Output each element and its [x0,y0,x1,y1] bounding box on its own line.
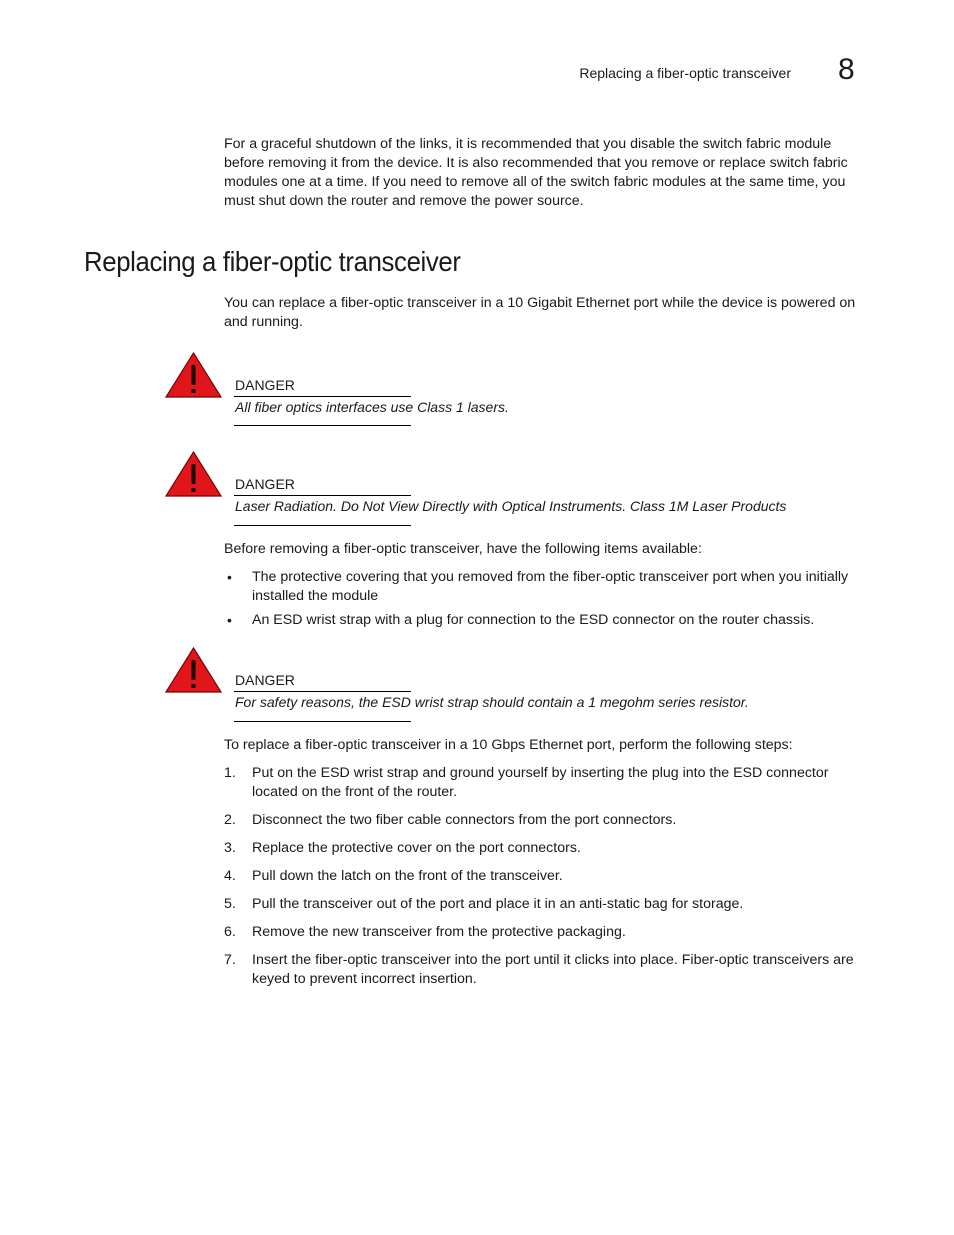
list-item: The protective covering that you removed from the fiber-optic transceiver port when you initially installed the module [252,569,849,604]
running-header: Replacing a fiber-optic transceiver [579,65,791,81]
step-number: 2. [224,812,236,828]
step-number: 4. [224,868,236,884]
danger-top-rule [234,495,411,496]
step-number: 7. [224,952,236,968]
danger-label: DANGER [235,672,295,688]
step-text: Pull down the latch on the front of the transceiver. [252,868,563,884]
step-text: Insert the fiber-optic transceiver into the port until it clicks into place. Fiber-optic transceivers are keyed to prevent incorrect insertion. [252,952,854,987]
steps-intro: To replace a fiber-optic transceiver in a 10 Gbps Ethernet port, perform the following steps: [224,737,793,753]
danger-top-rule [234,691,411,692]
step-number: 1. [224,765,236,781]
danger-warning-icon [165,451,222,497]
intro-paragraph: For a graceful shutdown of the links, it is recommended that you disable the switch fabric module before removing it from the device. It is also recommended that you remove or replace switch fabric modules one at a time. If you need to remove all of the switch fabric modules at the same time, you must shut down the router and remove the power source. [224,136,848,209]
step-text: Remove the new transceiver from the protective packaging. [252,924,626,940]
danger-text: For safety reasons, the ESD wrist strap should contain a 1 megohm series resistor. [235,694,749,710]
danger-text: Laser Radiation. Do Not View Directly with Optical Instruments. Class 1M Laser Products [235,498,787,514]
danger-warning-icon [165,647,222,693]
list-item: An ESD wrist strap with a plug for connection to the ESD connector on the router chassis. [252,612,815,628]
bullet-symbol: • [227,612,232,628]
step-number: 3. [224,840,236,856]
step-number: 6. [224,924,236,940]
danger-bottom-rule [234,425,411,426]
danger-text: All fiber optics interfaces use Class 1 lasers. [235,399,509,415]
step-text: Pull the transceiver out of the port and place it in an anti-static bag for storage. [252,896,744,912]
danger-top-rule [234,396,411,397]
prereq-intro: Before removing a fiber-optic transceiver, have the following items available: [224,541,702,557]
danger-bottom-rule [234,525,411,526]
step-text: Replace the protective cover on the port connectors. [252,840,581,856]
chapter-number: 8 [838,53,855,86]
step-number: 5. [224,896,236,912]
section-title: Replacing a fiber-optic transceiver [84,246,461,277]
bullet-symbol: • [227,569,232,585]
danger-label: DANGER [235,377,295,393]
danger-label: DANGER [235,476,295,492]
danger-warning-icon [165,352,222,398]
step-text: Put on the ESD wrist strap and ground yourself by inserting the plug into the ESD connector located on the front of the router. [252,765,829,800]
step-text: Disconnect the two fiber cable connectors from the port connectors. [252,812,677,828]
section-paragraph: You can replace a fiber-optic transceiver in a 10 Gigabit Ethernet port while the device is powered on and running. [224,295,856,330]
danger-bottom-rule [234,721,411,722]
